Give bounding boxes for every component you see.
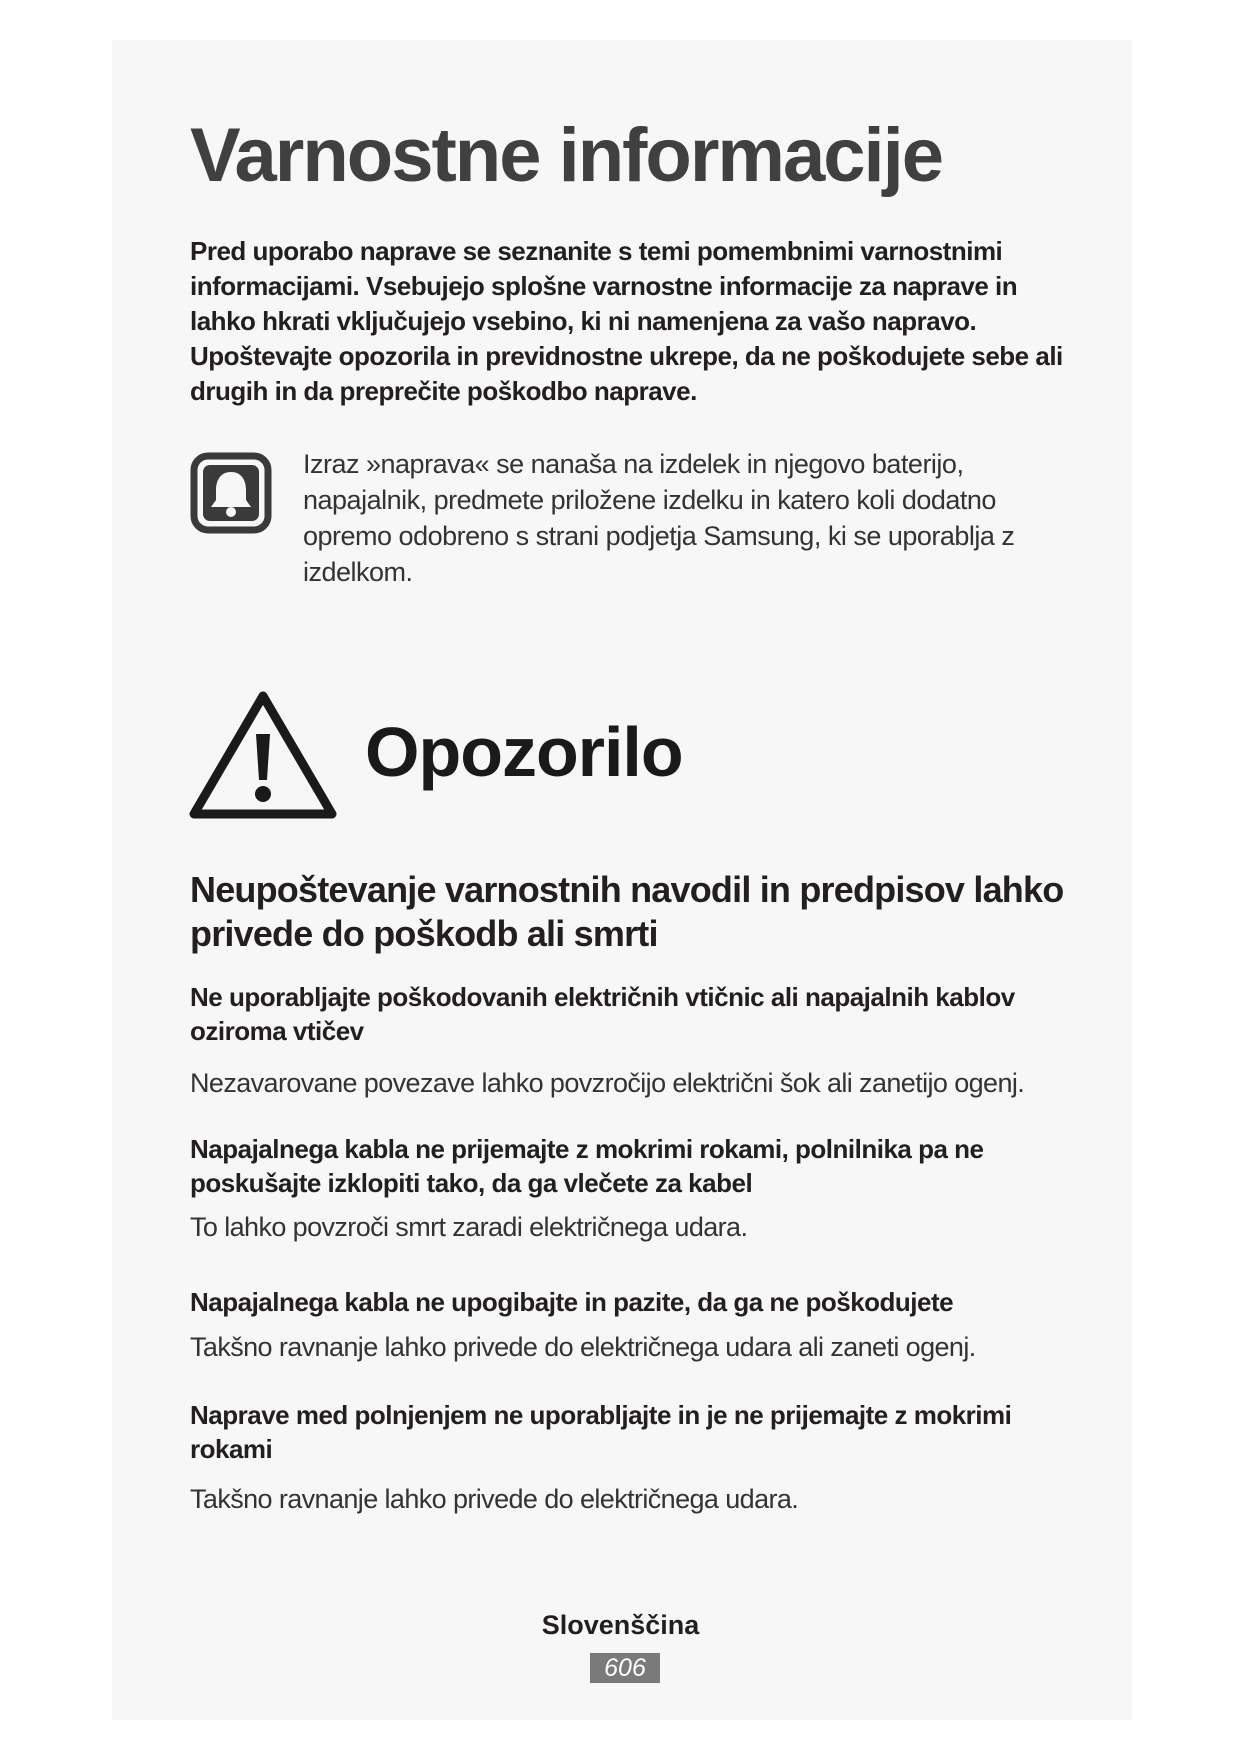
page-title: Varnostne informacije bbox=[190, 113, 943, 198]
rule-text: Nezavarovane povezave lahko povzročijo električni šok ali zanetijo ogenj. bbox=[190, 1068, 1025, 1098]
rule-title: Naprave med polnjenjem ne uporabljajte in je ne prijemajte z mokrimi rokami bbox=[190, 1400, 1012, 1464]
rule-text: Takšno ravnanje lahko privede do električnega udara. bbox=[190, 1484, 799, 1514]
rule-title: Napajalnega kabla ne prijemajte z mokrimi rokami, polnilnika pa ne poskušajte izklopiti tako, da ga vlečete za kabel bbox=[190, 1134, 984, 1198]
footer-language: Slovenščina bbox=[541, 1610, 700, 1640]
page-number: 606 bbox=[590, 1653, 660, 1683]
rule-text: Takšno ravnanje lahko privede do električnega udara ali zaneti ogenj. bbox=[190, 1332, 976, 1362]
warning-title: Opozorilo bbox=[365, 713, 683, 791]
rule-text: To lahko povzroči smrt zaradi električnega udara. bbox=[190, 1212, 748, 1242]
rule-title: Napajalnega kabla ne upogibajte in pazite, da ga ne poškodujete bbox=[190, 1287, 954, 1317]
section-heading: Neupoštevanje varnostnih navodil in predpisov lahko privede do poškodb ali smrti bbox=[190, 869, 1064, 954]
note-text: Izraz »naprava« se nanaša na izdelek in njegovo baterijo, napajalnik, predmete priložene izdelku in katero koli dodatno opremo odobreno s strani podjetja Samsung, ki se uporablja z izdelkom. bbox=[303, 449, 1015, 587]
bell-notice-icon bbox=[190, 452, 272, 534]
warning-triangle-icon bbox=[188, 688, 338, 822]
intro-paragraph: Pred uporabo naprave se seznanite s temi pomembnimi varnostnimi informacijami. Vsebujejo splošne varnostne informacije za naprave in lahko hkrati vključujejo vsebino, ki ni namenjena za vašo napravo. Upoštevajte opozorila in previdnostne ukrepe, da ne poškodujete sebe ali drugih in da preprečite poškodbo naprave. bbox=[190, 236, 1063, 406]
rule-title: Ne uporabljajte poškodovanih električnih vtičnic ali napajalnih kablov oziroma vtičev bbox=[190, 982, 1015, 1046]
